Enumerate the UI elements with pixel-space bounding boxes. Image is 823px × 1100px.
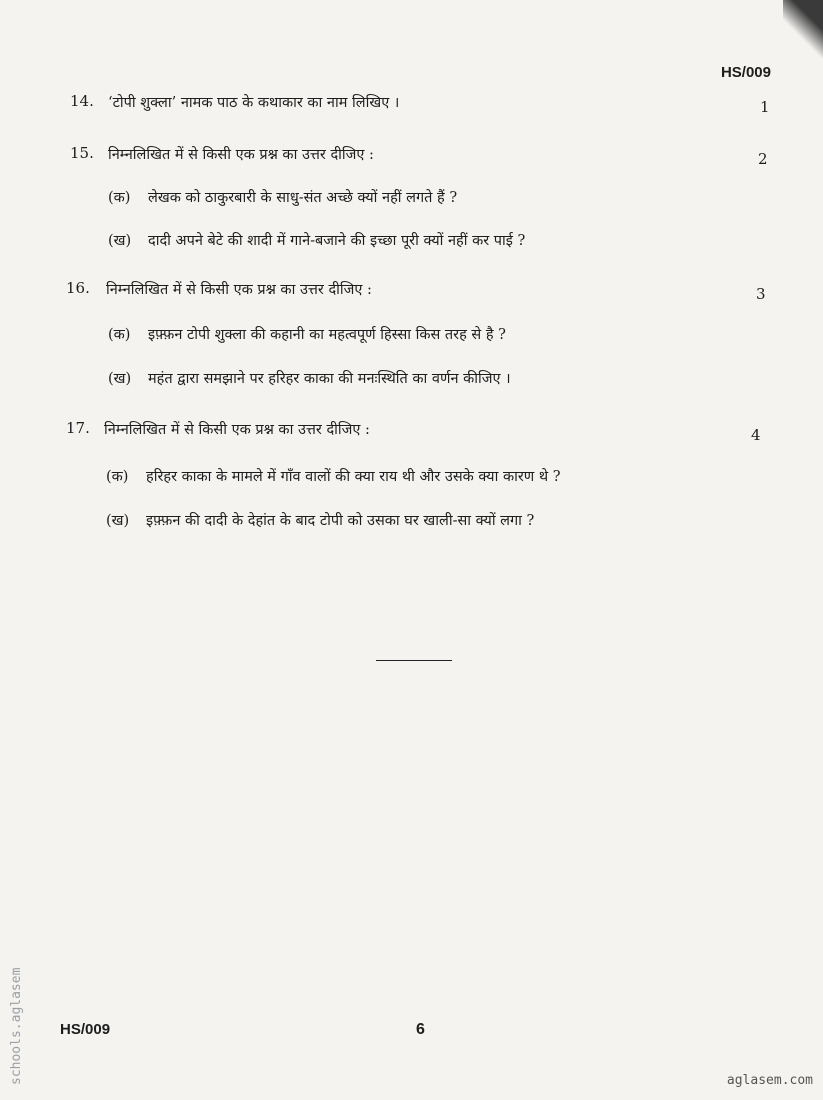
- option-ka: [108, 187, 457, 207]
- page-number: 6: [416, 1021, 425, 1038]
- page-edge-shadow: [783, 0, 823, 60]
- question-marks: 4: [751, 426, 761, 444]
- option-label: (ख): [108, 371, 132, 387]
- question-marks: 1: [760, 98, 770, 116]
- option-text: हरिहर काका के मामले में गाँव वालों की क्या राय थी और उसके क्या कारण थे ?: [146, 469, 561, 485]
- question-marks: 3: [756, 285, 766, 303]
- end-divider: [376, 660, 452, 661]
- option-text: दादी अपने बेटे की शादी में गाने-बजाने की इच्छा पूरी क्यों नहीं कर पाई ?: [148, 233, 526, 249]
- option-kha: [106, 510, 534, 530]
- option-text: महंत द्वारा समझाने पर हरिहर काका की मनःस्थिति का वर्णन कीजिए ।: [148, 371, 511, 387]
- question-text: निम्नलिखित में से किसी एक प्रश्न का उत्तर दीजिए :: [104, 422, 370, 438]
- question-number: 17.: [66, 419, 90, 437]
- option-text: लेखक को ठाकुरबारी के साधु-संत अच्छे क्यों नहीं लगते हैं ?: [148, 190, 458, 206]
- option-kha: [108, 230, 525, 250]
- side-watermark: schools.aglasem: [9, 967, 24, 1085]
- option-text: इफ़्फ़न टोपी शुक्ला की कहानी का महत्वपूर्ण हिस्सा किस तरह से है ?: [148, 327, 506, 343]
- option-label: (ख): [108, 233, 132, 249]
- question-number: 15.: [70, 144, 94, 162]
- header-paper-code: HS/009: [720, 64, 771, 81]
- question-text: निम्नलिखित में से किसी एक प्रश्न का उत्तर दीजिए :: [106, 282, 372, 298]
- corner-watermark: aglasem.com: [726, 1073, 813, 1088]
- option-label: (क): [106, 469, 129, 485]
- question-number: 16.: [66, 279, 90, 297]
- option-label: (ख): [106, 513, 130, 529]
- option-ka: [108, 324, 506, 344]
- question-number: 14.: [70, 92, 94, 110]
- option-ka: [106, 466, 561, 486]
- question-text: ‘टोपी शुक्ला’ नामक पाठ के कथाकार का नाम लिखिए ।: [108, 95, 400, 111]
- option-kha: [108, 368, 511, 388]
- option-text: इफ़्फ़न की दादी के देहांत के बाद टोपी को उसका घर खाली-सा क्यों लगा ?: [146, 513, 535, 529]
- footer-paper-code: HS/009: [60, 1021, 111, 1038]
- question-marks: 2: [758, 150, 768, 168]
- question-text: निम्नलिखित में से किसी एक प्रश्न का उत्तर दीजिए :: [108, 147, 374, 163]
- option-label: (क): [108, 190, 131, 206]
- option-label: (क): [108, 327, 131, 343]
